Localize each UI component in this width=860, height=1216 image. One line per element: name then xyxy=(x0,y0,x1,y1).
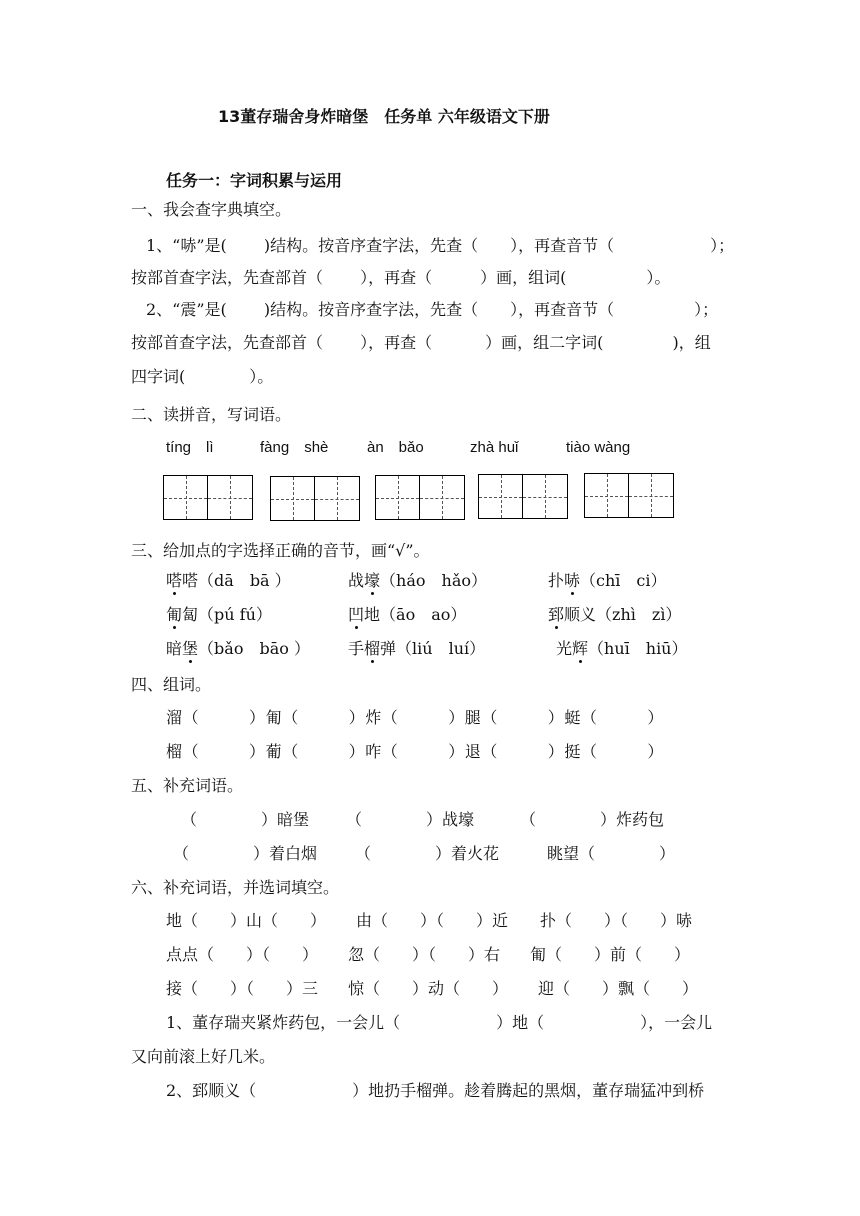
phrase-item: （ ）暗堡 xyxy=(181,810,310,829)
idiom-item: 匍（ ）前（ ） xyxy=(530,945,691,964)
pinyin-4: zhà huǐ xyxy=(470,439,519,456)
phrase-item: （ ）炸药包 xyxy=(520,810,665,829)
pinyin-3: àn bǎo xyxy=(367,439,424,456)
pronunciation-item: 扑哧（chī ci） xyxy=(548,571,667,590)
idiom-item: 扑（ ）（ ）哧 xyxy=(540,911,693,930)
idiom-item: 由（ ）（ ）近 xyxy=(356,911,509,930)
idiom-item: 接（ ）（ ）三 xyxy=(166,979,319,998)
fill-sentence-2-line1: 2、郅顺义（ ）地扔手榴弹。趁着腾起的黑烟，董存瑞猛冲到桥 xyxy=(166,1081,705,1100)
pronunciation-item: 手榴弹（liú luí） xyxy=(348,639,486,658)
pronunciation-item: 战壕（háo hǎo） xyxy=(348,571,487,590)
idiom-item: 迎（ ）飘（ ） xyxy=(538,979,699,998)
phrase-item: （ ）着白烟 xyxy=(173,844,318,863)
section1-q1-line2: 按部首查字法，先查部首（ ），再查（ ）画，组词( ）。 xyxy=(131,268,671,287)
writing-grid-5[interactable] xyxy=(584,473,674,518)
section2-heading: 二、读拼音，写词语。 xyxy=(131,405,292,424)
writing-grid-3[interactable] xyxy=(375,475,465,520)
phrase-item: （ ）战壕 xyxy=(346,810,475,829)
pronunciation-item: 郅顺义（zhì zì） xyxy=(548,605,682,624)
pronunciation-item: 凹地（āo ao） xyxy=(348,605,467,624)
fill-sentence-1-line1: 1、董存瑞夹紧炸药包，一会儿（ ）地（ ），一会儿 xyxy=(166,1013,713,1032)
idiom-item: 地（ ）山（ ） xyxy=(166,911,327,930)
word-group-row-1: 溜（ ）匍（ ）炸（ ）腿（ ）蜓（ ） xyxy=(166,708,665,727)
section4-heading: 四、组词。 xyxy=(131,675,212,694)
pinyin-5: tiào wàng xyxy=(566,439,631,456)
page-title: 13董存瑞舍身炸暗堡 任务单 六年级语文下册 xyxy=(218,107,550,126)
section5-heading: 五、补充词语。 xyxy=(131,776,244,795)
section1-q2-line3: 四字词( ）。 xyxy=(131,367,274,386)
writing-grid-2[interactable] xyxy=(270,476,360,521)
writing-grid-4[interactable] xyxy=(478,474,568,519)
idiom-item: 忽（ ）（ ）右 xyxy=(348,945,501,964)
pinyin-1: tíng lì xyxy=(166,439,214,456)
pronunciation-item: 光辉（huī hiū） xyxy=(556,639,688,658)
fill-sentence-1-line2: 又向前滚上好几米。 xyxy=(131,1047,276,1066)
phrase-item: （ ）着火花 xyxy=(355,844,500,863)
writing-grid-1[interactable] xyxy=(163,475,253,520)
idiom-item: 点点（ ）（ ） xyxy=(166,945,319,964)
pinyin-2: fàng shè xyxy=(260,439,329,456)
phrase-item: 眺望（ ） xyxy=(547,844,676,863)
idiom-item: 惊（ ）动（ ） xyxy=(348,979,509,998)
pronunciation-item: 匍匐（pú fú） xyxy=(166,605,272,624)
section1-heading: 一、我会查字典填空。 xyxy=(131,200,292,219)
section1-q2-line1: 2、“震”是( )结构。按音序查字法，先查（ ），再查音节（ ）； xyxy=(146,300,719,319)
pronunciation-item: 暗堡（bǎo bāo ） xyxy=(166,639,310,658)
section3-heading: 三、给加点的字选择正确的音节，画“√”。 xyxy=(131,541,430,560)
word-group-row-2: 榴（ ）葡（ ）咋（ ）退（ ）挺（ ） xyxy=(166,742,665,761)
task1-heading: 任务一：字词积累与运用 xyxy=(166,171,343,190)
pronunciation-item: 嗒嗒（dā bā ） xyxy=(166,571,291,590)
section1-q1-line1: 1、“哧”是( )结构。按音序查字法，先查（ ），再查音节（ ）； xyxy=(146,236,735,255)
section1-q2-line2: 按部首查字法，先查部首（ ），再查（ ）画，组二字词( )，组 xyxy=(131,333,711,352)
section6-heading: 六、补充词语，并选词填空。 xyxy=(131,878,340,897)
